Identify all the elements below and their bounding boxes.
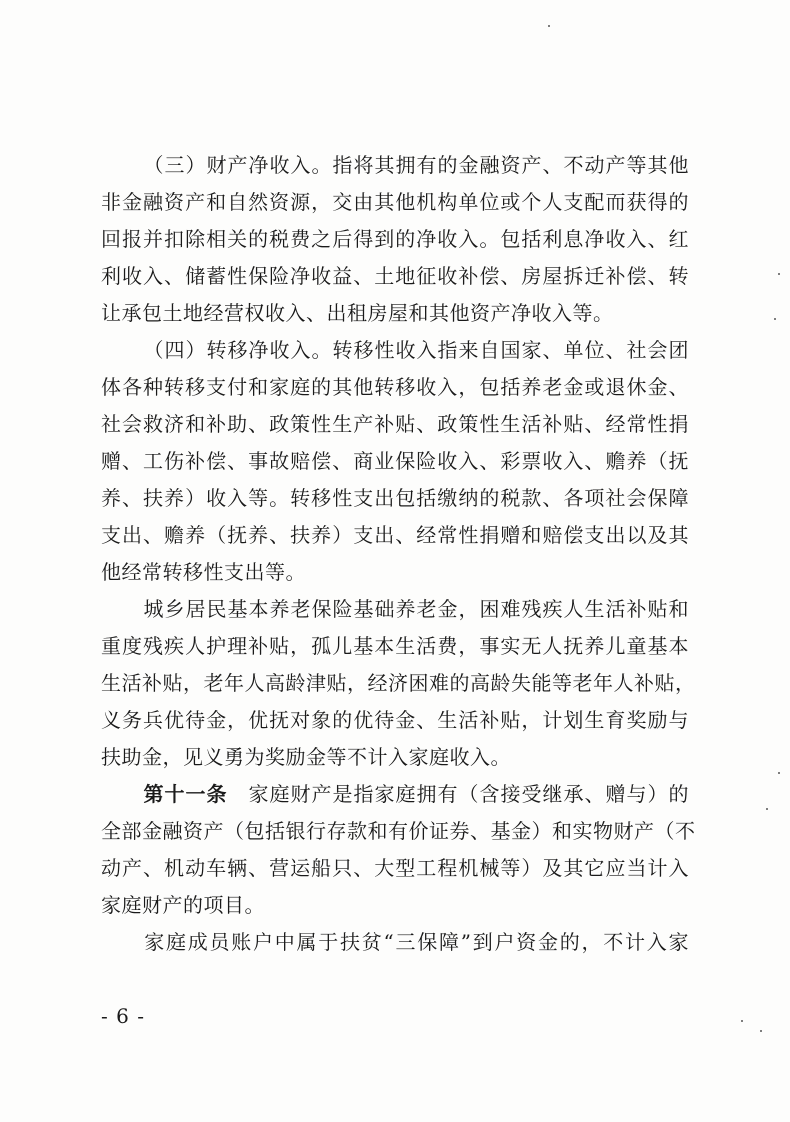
text-line: （四）转移净收入。转移性收入指来自国家、单位、社会团 [143,338,689,362]
page-number: - 6 - [101,1004,145,1028]
text-line: 城乡居民基本养老保险基础养老金，困难残疾人生活补贴和 [143,597,689,621]
text-line: 支出、赡养（抚养、扶养）支出、经常性捐赠和赔偿支出以及其 [101,523,689,547]
text-line: 赠、工伤补偿、事故赔偿、商业保险收入、彩票收入、赡养（抚 [101,449,689,473]
text-line: 义务兵优待金，优抚对象的优待金、生活补贴，计划生育奖励与 [101,708,689,732]
text-line: 社会救济和补助、政策性生产补贴、政策性生活补贴、经常性捐 [101,412,689,436]
scan-speck [774,318,776,320]
paragraph-property-income [101,147,689,332]
text-line: 扶助金，见义勇为奖励金等不计入家庭收入。 [101,745,511,769]
text-line: 重度残疾人护理补贴，孤儿基本生活费，事实无人抚养儿童基本 [101,634,689,658]
text-line: 动产、机动车辆、营运船只、大型工程机械等）及其它应当计入 [101,856,689,880]
document-body [101,147,696,961]
text-line: 家庭成员账户中属于扶贫“三保障”到户资金的，不计入家 [143,930,689,954]
scan-speck [760,1030,762,1032]
scan-speck [778,273,780,275]
paragraph-transfer-income [101,332,689,591]
scan-speck [778,772,780,774]
text-line: 利收入、储蓄性保险净收益、土地征收补偿、房屋拆迁补偿、转 [101,264,689,288]
article-label: 第十一条 [143,782,228,806]
text-line: 养、扶养）收入等。转移性支出包括缴纳的税款、各项社会保障 [101,486,689,510]
scan-speck [741,1020,743,1022]
text-line: 全部金融资产（包括银行存款和有价证券、基金）和实物财产（不 [101,819,696,843]
paragraph-article-11 [101,776,696,924]
text-line: 体各种转移支付和家庭的其他转移收入，包括养老金或退休金、 [101,375,689,399]
paragraph-excluded-income [101,591,696,776]
paragraph-poverty-funds [101,924,689,961]
text-line: 非金融资产和自然资源，交由其他机构单位或个人支配而获得的 [101,190,689,214]
text-line: （三）财产净收入。指将其拥有的金融资产、不动产等其他 [143,153,689,177]
text-line: 回报并扣除相关的税费之后得到的净收入。包括利息净收入、红 [101,227,689,251]
text-line: 他经常转移性支出等。 [101,560,306,584]
text-line: 第十一条 家庭财产是指家庭拥有（含接受继承、赠与）的 [143,782,689,806]
scan-speck [766,808,768,810]
text-line: 家庭财产的项目。 [101,893,265,917]
scan-speck [548,25,550,27]
text-line: 生活补贴，老年人高龄津贴，经济困难的高龄失能等老年人补贴， [101,671,696,695]
text-line: 让承包土地经营权收入、出租房屋和其他资产净收入等。 [101,301,614,325]
